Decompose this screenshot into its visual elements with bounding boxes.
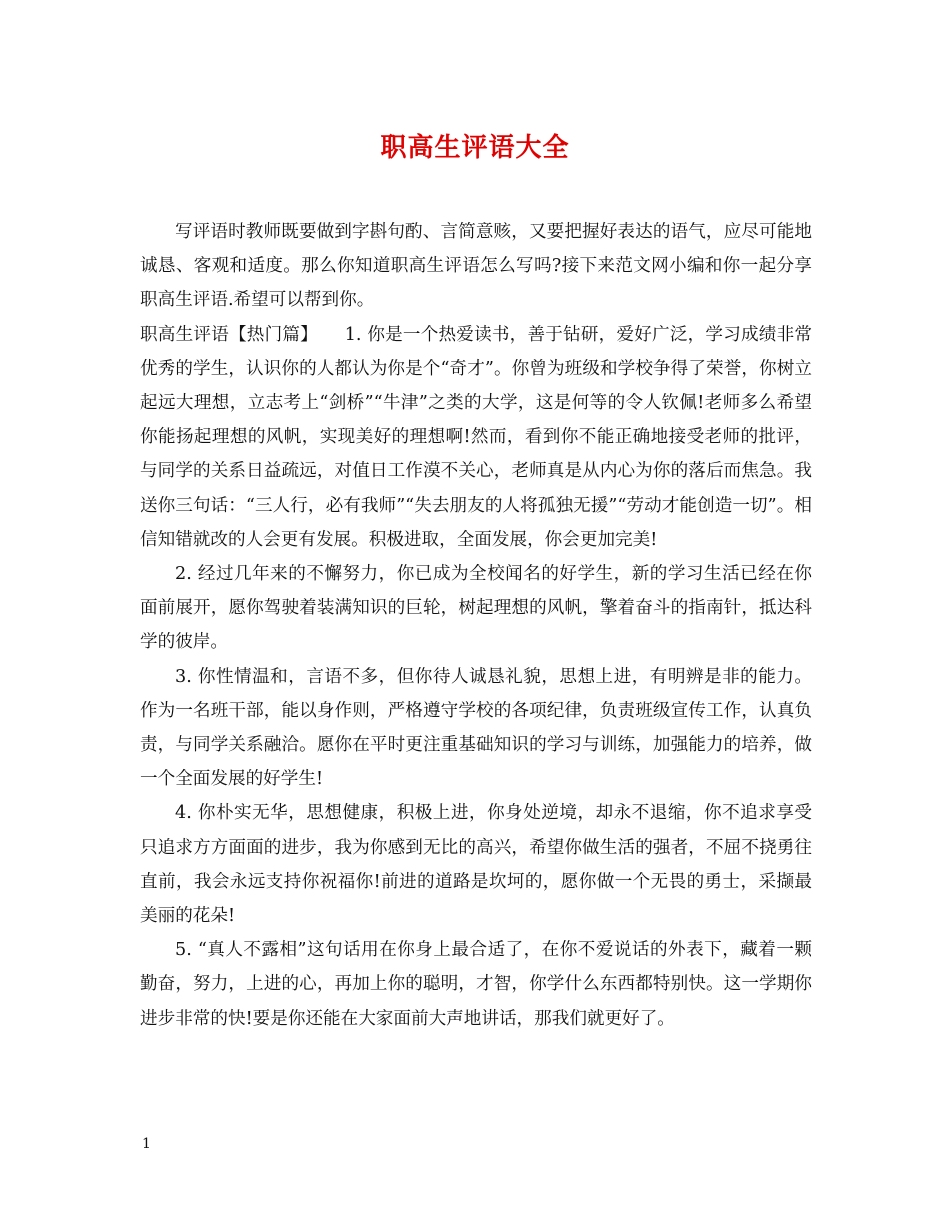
document-body	[140, 215, 812, 1036]
document-title: 职高生评语大全	[380, 133, 570, 163]
comment-paragraph-1: 职高生评语【热门篇】 1. 你是一个热爱读书，善于钻研，爱好广泛，学习成绩非常优秀的学生，认识你的人都认为你是个“奇才”。你曾为班级和学校争得了荣誉，你树立起远大理想，立志考上“剑桥”“牛津”之类的大学，这是何等的令人钦佩!老师多么希望你能扬起理想的风帆，实现美好的理想啊!然而，看到你不能正确地接受老师的批评，与同学的关系日益疏远，对值日工作漠不关心，老师真是从内心为你的落后而焦急。我送你三句话：“三人行，必有我师”“失去朋友的人将孤独无援”“劳动才能创造一切”。相信知错就改的人会更有发展。积极进取，全面发展，你会更加完美!	[140, 324, 812, 550]
page-number: 1	[142, 1136, 151, 1152]
comment-paragraph-3: 3. 你性情温和，言语不多，但你待人诚恳礼貌，思想上进，有明辨是非的能力。作为一名班干部，能以身作则，严格遵守学校的各项纪律，负责班级宣传工作，认真负责，与同学关系融洽。愿你在平时更注重基础知识的学习与训练，加强能力的培养，做一个全面发展的好学生!	[140, 666, 812, 790]
intro-paragraph: 写评语时教师既要做到字斟句酌、言简意赅，又要把握好表达的语气，应尽可能地诚恳、客观和适度。那么你知道职高生评语怎么写吗?接下来范文网小编和你一起分享职高生评语.希望可以帮到你。	[140, 222, 812, 311]
comment-paragraph-2: 2. 经过几年来的不懈努力，你已成为全校闻名的好学生，新的学习生活已经在你面前展开，愿你驾驶着装满知识的巨轮，树起理想的风帆，擎着奋斗的指南针，抵达科学的彼岸。	[140, 564, 812, 653]
comment-paragraph-4: 4. 你朴实无华，思想健康，积极上进，你身处逆境，却永不退缩，你不追求享受只追求方方面面的进步，我为你感到无比的高兴，希望你做生活的强者，不屈不挠勇往直前，我会永远支持你祝福你!前进的道路是坎坷的，愿你做一个无畏的勇士，采撷最美丽的花朵!	[140, 803, 812, 927]
comment-paragraph-5: 5. “真人不露相”这句话用在你身上最合适了，在你不爱说话的外表下，藏着一颗勤奋，努力，上进的心，再加上你的聪明，才智，你学什么东西都特别快。这一学期你进步非常的快!要是你还能在大家面前大声地讲话，那我们就更好了。	[140, 940, 812, 1029]
